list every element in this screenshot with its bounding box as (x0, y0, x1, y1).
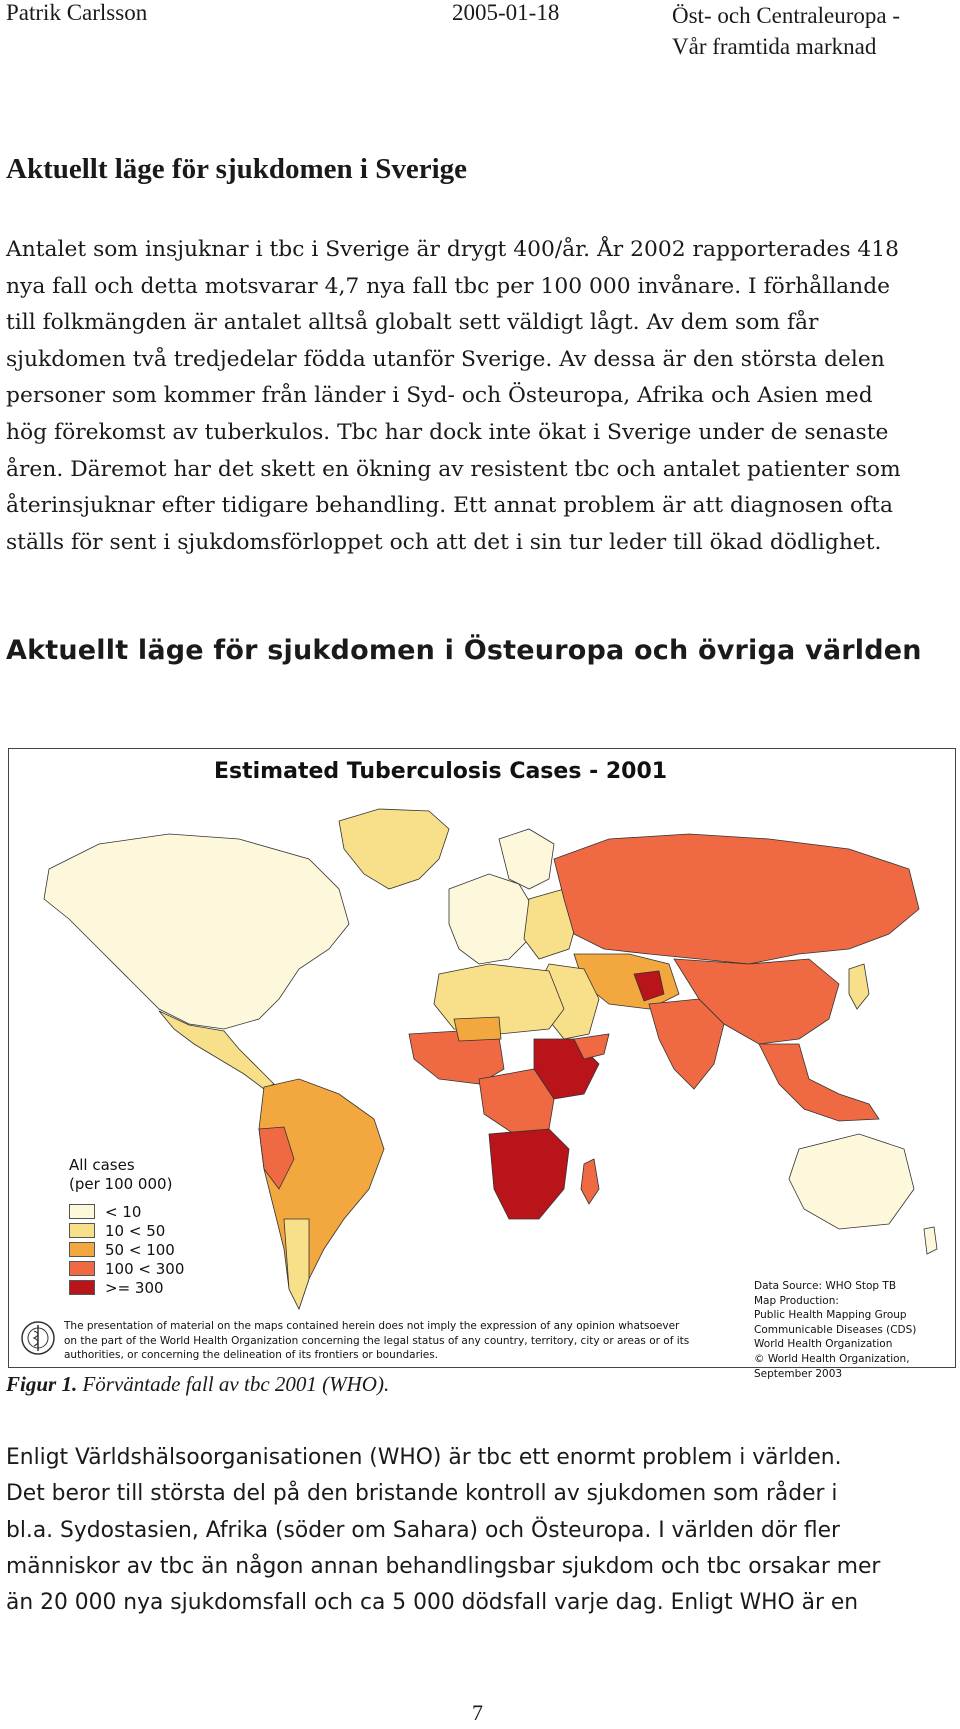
header-date: 2005-01-18 (452, 0, 560, 25)
caption-text: Förväntade fall av tbc 2001 (WHO). (82, 1372, 390, 1396)
paragraph-line: Antalet som insjuknar i tbc i Sverige är drygt 400/år. År 2002 rapporterades 418 (6, 237, 900, 262)
legend-swatch (69, 1261, 95, 1276)
disclaimer-line: authorities, or concerning the delineation of its frontiers or boundaries. (64, 1349, 439, 1362)
legend-item (69, 1278, 184, 1297)
legend-title: All cases (69, 1156, 135, 1174)
map-region-sahel (454, 1017, 501, 1041)
disclaimer-line: on the part of the World Health Organization concerning the legal status of any country, territory, city or areas or of its (64, 1334, 690, 1347)
legend-label: 10 < 50 (105, 1221, 166, 1240)
paragraph-line: bl.a. Sydostasien, Afrika (söder om Sahara) och Östeuropa. I världen dör fler (6, 1517, 840, 1543)
source-line: Public Health Mapping Group (754, 1309, 907, 1322)
paragraph-line: åren. Däremot har det skett en ökning av resistent tbc och antalet patienter som (6, 456, 901, 482)
paragraph-who (6, 1440, 956, 1621)
map-region-australia (789, 1134, 914, 1229)
map-region-russia (554, 834, 919, 964)
legend-swatch (69, 1280, 95, 1295)
caption-label: Figur 1. (6, 1372, 78, 1396)
paragraph-line: människor av tbc än någon annan behandlingsbar sjukdom och tbc orsakar mer (6, 1553, 881, 1579)
disclaimer-line: The presentation of material on the maps contained herein does not imply the expression of any opinion whatsoever (64, 1320, 680, 1332)
legend-item (69, 1221, 184, 1240)
map-region-southern-africa (489, 1129, 569, 1219)
map-disclaimer (64, 1319, 734, 1363)
page-header (0, 0, 960, 70)
legend-swatch (69, 1242, 95, 1257)
paragraph-line: till folkmängden är antalet alltså globalt sett väldigt lågt. Av dem som får (6, 310, 819, 336)
paragraph-sweden (6, 232, 956, 561)
section-heading-sweden: Aktuellt läge för sjukdomen i Sverige (6, 153, 468, 185)
map-source (754, 1279, 955, 1381)
source-line: Map Production: (754, 1294, 839, 1307)
legend-label: 50 < 100 (105, 1240, 175, 1259)
source-line: © World Health Organization, September 2003 (754, 1352, 910, 1380)
map-region-south-america (259, 1079, 384, 1309)
source-line: Data Source: WHO Stop TB (754, 1280, 897, 1292)
who-logo-icon (19, 1319, 57, 1357)
header-author: Patrik Carlsson (6, 0, 148, 25)
paragraph-line: än 20 000 nya sjukdomsfall och ca 5 000 dödsfall varje dag. Enligt WHO är en (6, 1590, 859, 1616)
page-number: 7 (472, 1700, 483, 1725)
paragraph-line: sjukdomen två tredjedelar födda utanför Sverige. Av dessa är den största delen (6, 346, 885, 372)
legend-swatch (69, 1223, 95, 1238)
map-title: Estimated Tuberculosis Cases - 2001 (214, 759, 668, 784)
map-region-western-europe (449, 874, 534, 964)
map-region-new-zealand (924, 1227, 937, 1254)
map-region-southeast-asia (759, 1044, 879, 1121)
section-heading-world: Aktuellt läge för sjukdomen i Östeuropa och övriga världen (6, 635, 922, 666)
paragraph-line: Det beror till största del på den bristande kontroll av sjukdomen som råder i (6, 1481, 838, 1507)
map-legend (69, 1156, 184, 1297)
legend-item (69, 1202, 184, 1221)
legend-label: >= 300 (105, 1278, 164, 1297)
header-title-line1: Öst- och Centraleuropa - (672, 3, 901, 28)
paragraph-line: återinsjuknar efter tidigare behandling. Ett annat problem är att diagnosen ofta (6, 493, 893, 519)
source-line: World Health Organization (754, 1338, 893, 1351)
source-line: Communicable Diseases (CDS) (754, 1323, 917, 1336)
paragraph-line: nya fall och detta motsvarar 4,7 nya fall tbc per 100 000 invånare. I förhållande (6, 273, 891, 299)
paragraph-line: personer som kommer från länder i Syd- och Östeuropa, Afrika och Asien med (6, 383, 873, 409)
legend-subtitle: (per 100 000) (69, 1175, 173, 1193)
legend-label: < 10 (105, 1202, 142, 1221)
map-region-japan (849, 964, 869, 1009)
paragraph-line: hög förekomst av tuberkulos. Tbc har dock inte ökat i Sverige under de senaste (6, 419, 889, 445)
header-title-line2: Vår framtida marknad (672, 34, 877, 59)
figure-caption (6, 1372, 389, 1397)
legend-items (69, 1202, 184, 1297)
legend-swatch (69, 1204, 95, 1219)
paragraph-line: Enligt Världshälsoorganisationen (WHO) är tbc ett enormt problem i världen. (6, 1445, 842, 1470)
legend-item (69, 1240, 184, 1259)
legend-item (69, 1259, 184, 1278)
paragraph-line: ställs för sent i sjukdomsförloppet och att det i sin tur leder till ökad dödlighet. (6, 529, 882, 555)
map-region-chile-argentina (284, 1219, 309, 1309)
map-region-greenland (339, 809, 449, 889)
map-region-north-america (44, 834, 349, 1029)
map-region-madagascar (581, 1159, 599, 1204)
legend-label: 100 < 300 (105, 1259, 185, 1278)
header-title (672, 0, 952, 62)
tb-map-figure (8, 748, 956, 1380)
